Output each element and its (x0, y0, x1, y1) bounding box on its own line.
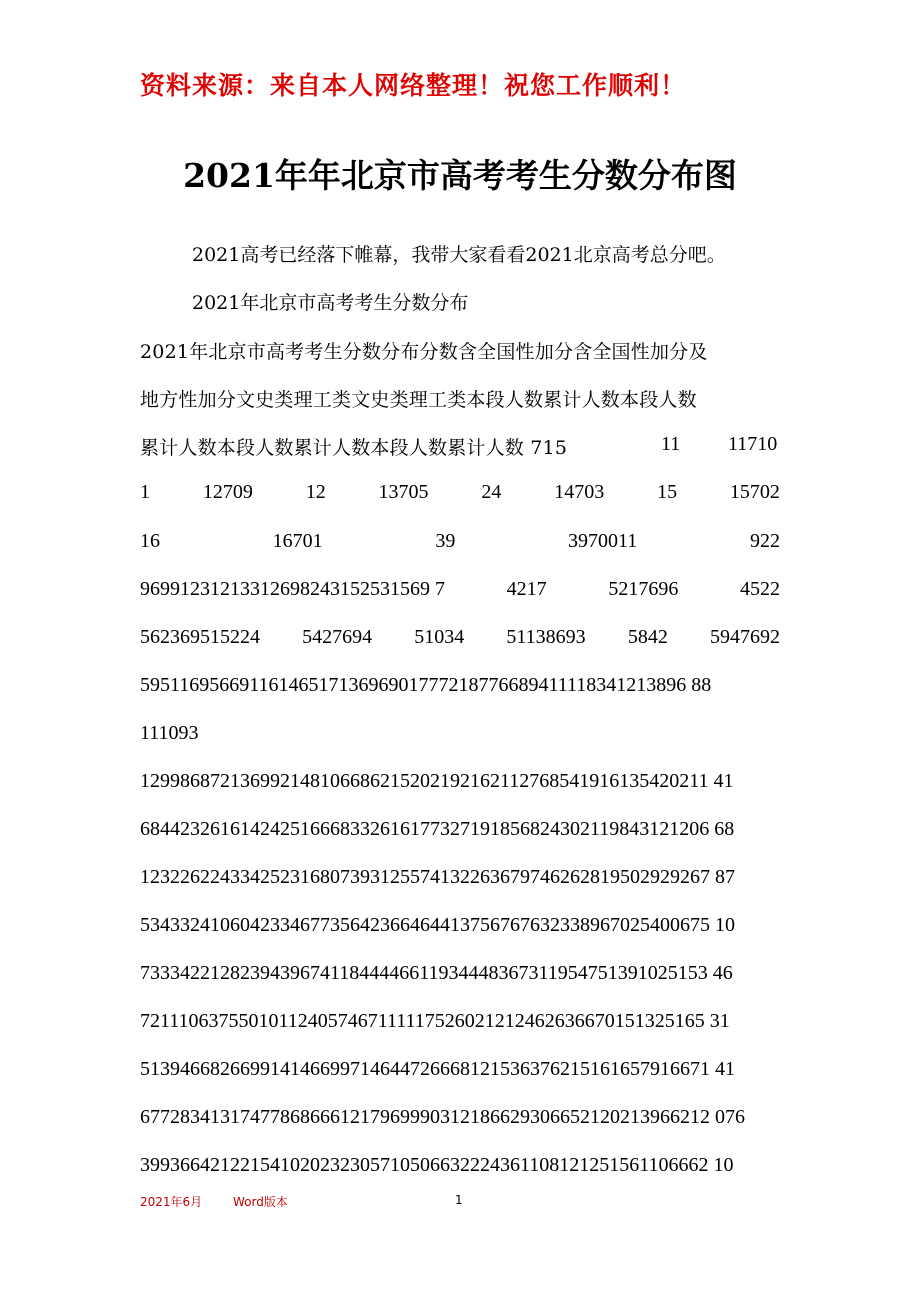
row7-cell: 51138693 (506, 626, 586, 648)
row7-cell: 51034 (414, 626, 465, 648)
footer-date: 2021年6月 (140, 1195, 203, 1209)
row5-cell: 922 (749, 530, 780, 552)
row4-cell: 15 (657, 481, 678, 503)
row6-cell: 4217 (506, 578, 547, 600)
row6-cell: 4522 (739, 578, 780, 600)
data-row-7 (140, 626, 780, 656)
digit-line: 684423261614242516668332616177327191856824302119843121206 68 (140, 818, 735, 840)
row5-cell: 16 (140, 530, 160, 552)
digit-line: 534332410604233467735642366464413756767632338967025400675 10 (140, 914, 735, 936)
row4-cell: 13705 (378, 481, 429, 503)
row5-cell: 3970011 (568, 530, 638, 552)
document-title: 2021年年北京市高考考生分数分布图 (183, 156, 737, 195)
digit-line: 733342212823943967411844446611934448367311954751391025153 46 (140, 962, 733, 984)
line3-num-2: 11710 (728, 433, 778, 455)
row7-cell: 562369515224 (140, 626, 260, 648)
digit-line: 399366421221541020232305710506632224361108121251561106662 10 (140, 1154, 734, 1176)
data-row-4 (140, 481, 780, 511)
line3-text: 累计人数本段人数累计人数本段人数累计人数 715 (140, 437, 568, 459)
intro-paragraph: 2021高考已经落下帷幕，我带大家看看2021北京高考总分吧。 (192, 244, 726, 266)
row4-cell: 12 (305, 481, 326, 503)
row4-cell: 14703 (554, 481, 605, 503)
body-line-3 (140, 433, 780, 463)
body-line-2: 地方性加分文史类理工类文史类理工类本段人数累计人数本段人数 (140, 389, 697, 411)
row4-cell: 24 (481, 481, 502, 503)
row7-cell: 5842 (627, 626, 668, 648)
body-line-1: 2021年北京市高考考生分数分布分数含全国性加分含全国性加分及 (140, 341, 708, 363)
digit-line: 5951169566911614651713696901777218776689411118341213896 88 (140, 674, 712, 696)
digit-line: 677283413174778686661217969990312186629306652120213966212 076 (140, 1106, 745, 1128)
row7-cell: 5427694 (302, 626, 373, 648)
row5-cell: 39 (435, 530, 456, 552)
digit-line: 721110637550101124057467111117526021212462636670151325165 31 (140, 1010, 730, 1032)
source-banner: 资料来源：来自本人网络整理！祝您工作顺利！ (140, 71, 687, 100)
digit-line: 513946682669914146699714644726668121536376215161657916671 41 (140, 1058, 735, 1080)
row5-cell: 16701 (272, 530, 323, 552)
row7-cell: 5947692 (709, 626, 780, 648)
row4-cell: 1 (140, 481, 150, 503)
digit-line: 129986872136992148106686215202192162112768541916135420211 41 (140, 770, 734, 792)
data-row-6 (140, 578, 780, 608)
row6-cell: 5217696 (608, 578, 679, 600)
row4-cell: 12709 (202, 481, 253, 503)
row4-cell: 15702 (729, 481, 780, 503)
digit-line: 111093 (140, 722, 199, 744)
digit-line: 123226224334252316807393125574132263679746262819502929267 87 (140, 866, 735, 888)
row6-cell: 96991231213312698243152531569 7 (140, 578, 445, 600)
page-number: 1 (455, 1193, 463, 1207)
page-footer (140, 1193, 780, 1213)
line3-num-1: 11 (661, 433, 681, 455)
data-row-5 (140, 530, 780, 560)
subheading: 2021年北京市高考考生分数分布 (192, 292, 469, 314)
footer-version: Word版本 (233, 1195, 288, 1209)
